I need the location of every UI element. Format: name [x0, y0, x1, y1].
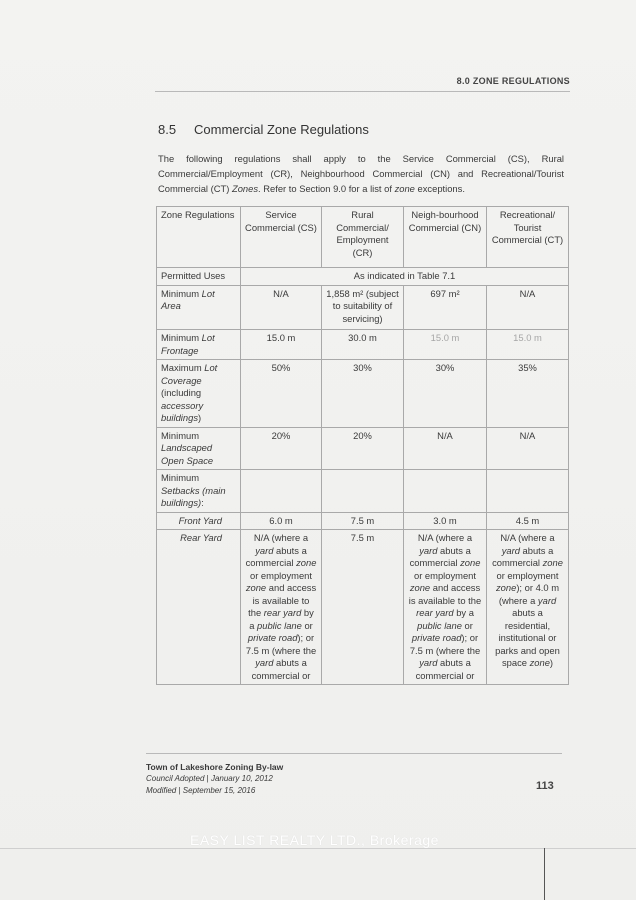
- cell-cs: [241, 530, 322, 685]
- cell-term: zone: [460, 557, 481, 568]
- cell-text: N/A (where a: [417, 532, 473, 543]
- footer-adopted: [146, 773, 283, 785]
- table-row: [157, 285, 569, 330]
- table-row: [157, 360, 569, 428]
- label-text: :: [201, 497, 204, 508]
- cell-text: and access is available to the: [248, 582, 317, 618]
- cell-term: yard: [255, 544, 274, 556]
- cell-ct: 15.0 m: [487, 330, 569, 360]
- front-yard-label: Front Yard: [157, 512, 241, 530]
- section-title: Commercial Zone Regulations: [194, 122, 369, 137]
- cell-text: ); or 7.5 m (where the: [409, 632, 481, 656]
- cell-term: zone: [542, 557, 563, 568]
- table-row: [157, 470, 569, 513]
- section-number: 8.5: [158, 122, 177, 137]
- cell-term: yard: [419, 544, 438, 556]
- table-header-row: [157, 207, 569, 268]
- scan-edge-rule: [544, 848, 545, 900]
- modified-date: September 15, 2016: [182, 786, 256, 795]
- cell-cs: N/A: [241, 285, 322, 330]
- label-text: Minimum: [161, 332, 202, 343]
- cell-text: abuts a commercial: [245, 544, 307, 568]
- cell-text: or employment: [496, 569, 559, 581]
- permitted-uses-value: As indicated in Table 7.1: [241, 268, 569, 286]
- cell-cn: 3.0 m: [404, 512, 487, 530]
- cell-text: or employment: [249, 569, 312, 581]
- cell-term: yard: [255, 657, 274, 668]
- row-label: [157, 427, 241, 470]
- cell-term: yard: [537, 594, 557, 606]
- cell-term: private road: [247, 632, 298, 643]
- cell-text: or employment: [413, 569, 476, 581]
- adopted-date: January 10, 2012: [210, 774, 273, 783]
- label-text: Minimum: [161, 472, 200, 483]
- cell-cn: [404, 530, 487, 685]
- label-term: Lot Area: [161, 287, 215, 311]
- running-head: 8.0 ZONE REGULATIONS: [456, 76, 570, 86]
- footer-modified: [146, 785, 283, 797]
- cell-text: N/A (where a: [500, 532, 555, 543]
- cell-cr: 7.5 m: [322, 530, 404, 685]
- intro-zone-term: zone: [394, 183, 415, 194]
- intro-paragraph: [158, 151, 564, 196]
- cell-term: private road: [411, 632, 462, 643]
- cell-text: ); or 7.5 m (where the: [245, 632, 317, 656]
- cell-cs: 50%: [241, 360, 322, 428]
- table-row: [157, 427, 569, 470]
- cell-cn: 697 m²: [404, 285, 487, 330]
- footer-title: Town of Lakeshore Zoning By-law: [146, 762, 284, 772]
- cell-term: zone: [495, 582, 517, 593]
- adopted-label: Council Adopted: [146, 774, 205, 783]
- cell-cr: 7.5 m: [322, 512, 404, 530]
- cell-ct: [487, 530, 569, 685]
- cell-text: abuts a commercial: [492, 544, 554, 568]
- cell-ct: N/A: [487, 285, 569, 330]
- table-row: [157, 330, 569, 360]
- label-text: Minimum: [161, 287, 202, 299]
- cell-term: public lane: [257, 619, 302, 631]
- label-term: Landscaped Open Space: [161, 442, 214, 466]
- header-recreational-tourist: Recreational/ Tourist Commercial (CT): [487, 207, 569, 268]
- cell-text: by a: [453, 607, 474, 618]
- scan-edge-line: [0, 848, 636, 849]
- header-rural-commercial: Rural Commercial/ Employment (CR): [322, 207, 404, 268]
- cell-term: zone: [245, 582, 267, 593]
- cell-term: zone: [409, 582, 431, 593]
- cell-cs: 20%: [241, 427, 322, 470]
- cell-text: and access is available to the: [408, 582, 482, 606]
- cell-cn: [404, 470, 487, 513]
- header-service-commercial: Service Commercial (CS): [241, 207, 322, 268]
- cell-text: abuts a commercial or: [251, 657, 311, 681]
- row-label: [157, 330, 241, 360]
- cell-cs: 6.0 m: [241, 512, 322, 530]
- label-term: Setbacks (main buildings): [161, 484, 226, 508]
- table-row: [157, 530, 569, 685]
- section-heading: [158, 122, 369, 137]
- row-label: [157, 285, 241, 330]
- cell-text: abuts a commercial or: [415, 657, 475, 681]
- cell-text: ); or 4.0 m (where a: [498, 582, 560, 606]
- separator: |: [176, 786, 183, 795]
- label-text: (including: [161, 387, 202, 398]
- intro-text: . Refer to Section 9.0 for a list of: [258, 183, 395, 194]
- cell-text: or: [301, 619, 313, 631]
- cell-ct: N/A: [487, 427, 569, 470]
- cell-ct: 4.5 m: [487, 512, 569, 530]
- row-label: [157, 360, 241, 428]
- cell-term: public lane: [417, 619, 462, 631]
- cell-cr: 1,858 m² (subject to suitability of servicing): [322, 285, 404, 330]
- zone-regulations-table: [156, 206, 569, 685]
- rear-yard-label: Rear Yard: [157, 530, 241, 685]
- cell-cr: 20%: [322, 427, 404, 470]
- cell-ct: 35%: [487, 360, 569, 428]
- cell-term: yard: [501, 544, 520, 556]
- footer-rule: [146, 753, 562, 754]
- brokerage-watermark: EASY LIST REALTY LTD., Brokerage: [190, 832, 439, 848]
- permitted-uses-label: Permitted Uses: [161, 270, 226, 281]
- cell-cn: N/A: [404, 427, 487, 470]
- separator: |: [204, 774, 211, 783]
- header-rule: [155, 91, 570, 92]
- header-neighbourhood-commercial: Neigh-bourhood Commercial (CN): [404, 207, 487, 268]
- label-text: Maximum: [161, 362, 205, 373]
- cell-cs: 15.0 m: [241, 330, 322, 360]
- page-footer: [146, 761, 283, 797]
- cell-text: ): [549, 657, 554, 668]
- cell-term: zone: [529, 657, 550, 668]
- cell-term: rear yard: [263, 607, 302, 618]
- cell-ct: [487, 470, 569, 513]
- header-zone-regulations: Zone Regulations: [157, 207, 241, 268]
- cell-text: abuts a commercial: [409, 544, 471, 568]
- label-term: Lot Coverage: [161, 362, 218, 386]
- page-number: 113: [536, 780, 554, 792]
- cell-text: or: [461, 619, 473, 631]
- table-row: [157, 268, 569, 286]
- cell-term: zone: [296, 557, 317, 568]
- row-label: [157, 268, 241, 286]
- cell-cr: [322, 470, 404, 513]
- cell-text: N/A (where a: [253, 532, 309, 543]
- cell-text: abuts a residential, institutional or parks and open space: [495, 607, 560, 668]
- cell-cs: [241, 470, 322, 513]
- cell-cn: 30%: [404, 360, 487, 428]
- intro-zones-term: Zones: [231, 183, 259, 194]
- cell-cr: 30.0 m: [322, 330, 404, 360]
- cell-term: yard: [419, 657, 438, 668]
- cell-term: rear yard: [416, 607, 454, 618]
- cell-cn: 15.0 m: [404, 330, 487, 360]
- label-text: Minimum: [161, 429, 200, 441]
- intro-text: exceptions.: [414, 183, 465, 194]
- row-label: [157, 470, 241, 513]
- table-row: [157, 512, 569, 530]
- label-text: ): [198, 412, 202, 423]
- label-term: accessory buildings: [161, 399, 204, 423]
- modified-label: Modified: [146, 786, 177, 795]
- cell-text: by a: [249, 607, 314, 631]
- intro-text: The following regulations shall apply to the Service Commercial (CS), Rural Commercial/Employment (CR), Neighbourhood Commercial (CN) and Recreational/Tourist Commercial (CT): [158, 153, 564, 194]
- label-term: Lot Frontage: [161, 332, 215, 356]
- cell-cr: 30%: [322, 360, 404, 428]
